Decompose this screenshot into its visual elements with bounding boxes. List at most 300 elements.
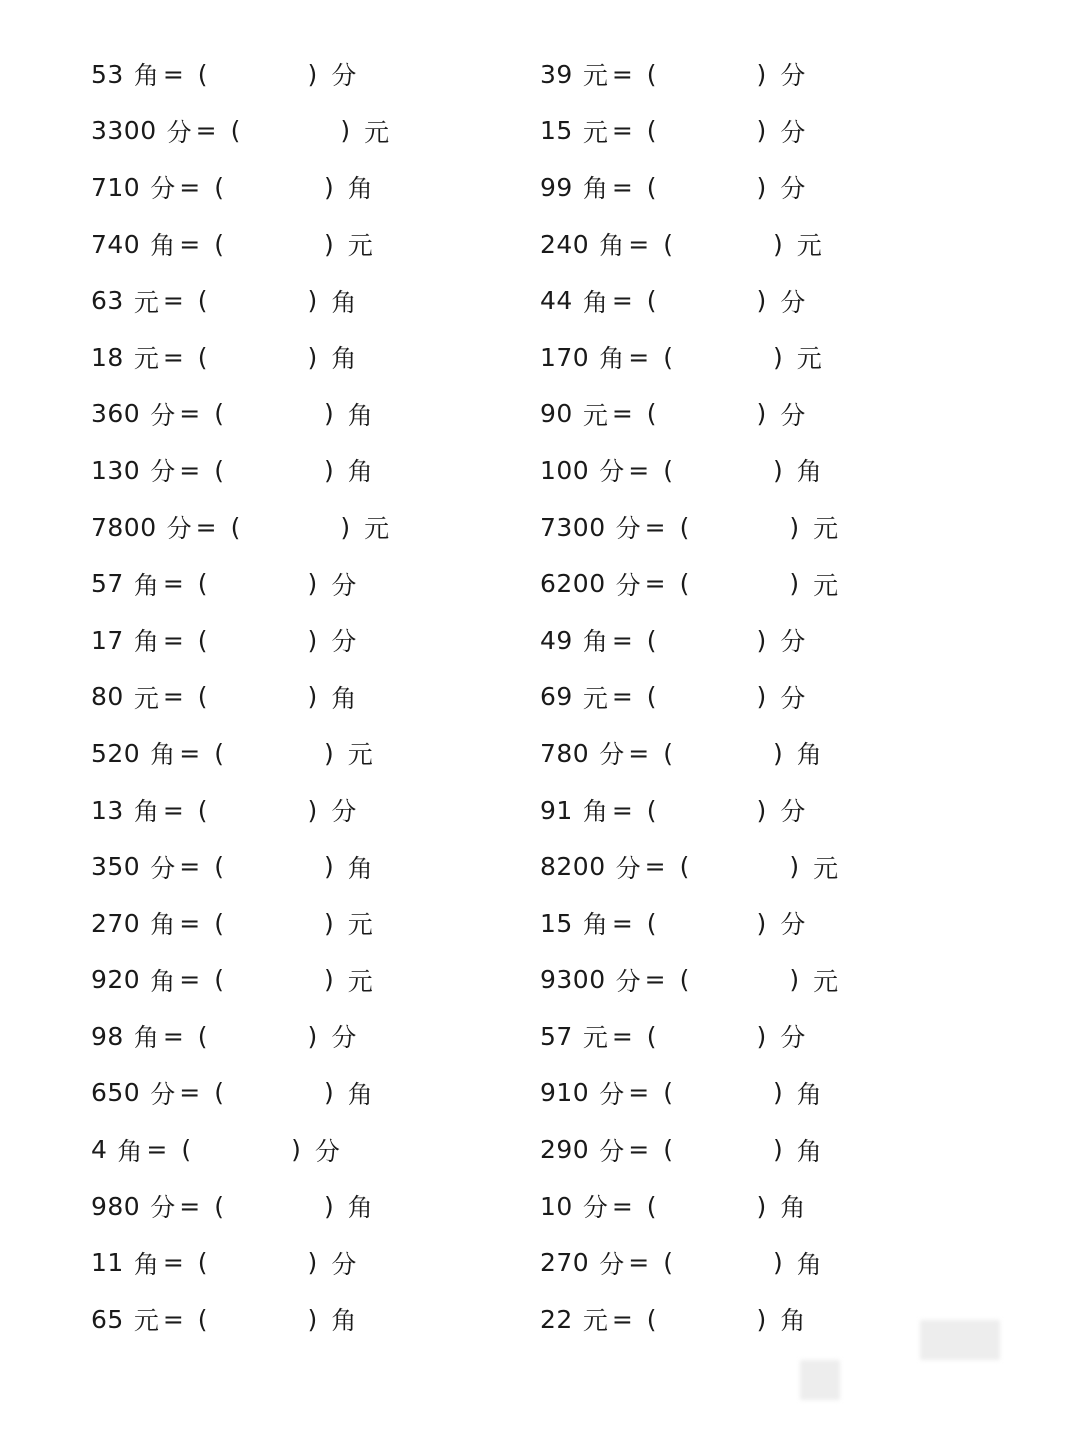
equals-sign: = xyxy=(611,59,633,89)
to-unit: 角 xyxy=(796,740,822,770)
from-unit: 角 xyxy=(117,1136,143,1166)
close-paren: ) xyxy=(772,342,783,372)
conversion-problem xyxy=(540,499,838,556)
conversion-problem xyxy=(540,669,838,726)
to-unit: 分 xyxy=(780,61,806,91)
conversion-problem xyxy=(91,46,389,103)
open-paren: ( xyxy=(197,1304,208,1334)
close-paren: ) xyxy=(772,738,783,768)
equals-sign: = xyxy=(628,1135,650,1165)
from-unit: 分 xyxy=(166,514,192,544)
open-paren: ( xyxy=(663,455,673,485)
close-paren: ) xyxy=(756,682,767,712)
to-unit: 元 xyxy=(796,344,822,374)
equals-sign: = xyxy=(179,1191,201,1221)
close-paren: ) xyxy=(772,1135,783,1165)
from-unit: 角 xyxy=(582,287,608,317)
problem-number: 920 xyxy=(91,965,141,995)
equals-sign: = xyxy=(162,682,184,712)
close-paren: ) xyxy=(323,229,334,259)
equals-sign: = xyxy=(611,1021,633,1051)
from-unit: 角 xyxy=(150,966,176,996)
problem-number: 270 xyxy=(91,908,141,938)
conversion-problem xyxy=(540,1121,838,1178)
problem-number: 130 xyxy=(91,455,141,485)
from-unit: 角 xyxy=(133,627,159,657)
close-paren: ) xyxy=(323,172,334,202)
conversion-problem xyxy=(540,612,838,669)
equals-sign: = xyxy=(179,908,201,938)
close-paren: ) xyxy=(307,625,318,655)
conversion-problem xyxy=(540,386,838,443)
to-unit: 角 xyxy=(796,457,822,487)
from-unit: 元 xyxy=(582,1023,608,1053)
to-unit: 元 xyxy=(347,231,373,261)
close-paren: ) xyxy=(756,1191,767,1221)
from-unit: 元 xyxy=(582,683,608,713)
conversion-problem xyxy=(91,1008,389,1065)
open-paren: ( xyxy=(197,682,208,712)
problem-number: 39 xyxy=(540,59,573,89)
to-unit: 元 xyxy=(813,966,839,996)
from-unit: 分 xyxy=(615,966,641,996)
from-unit: 分 xyxy=(150,1079,176,1109)
smudge-mark xyxy=(920,1320,1000,1360)
open-paren: ( xyxy=(214,229,224,259)
from-unit: 角 xyxy=(133,570,159,600)
conversion-problem xyxy=(540,1065,838,1122)
from-unit: 角 xyxy=(582,174,608,204)
to-unit: 分 xyxy=(780,683,806,713)
problem-number: 290 xyxy=(540,1135,590,1165)
problem-number: 17 xyxy=(91,625,124,655)
to-unit: 分 xyxy=(780,174,806,204)
equals-sign: = xyxy=(628,229,650,259)
to-unit: 分 xyxy=(780,627,806,657)
conversion-problem xyxy=(91,386,389,443)
conversion-problem xyxy=(540,216,838,273)
equals-sign: = xyxy=(162,342,184,372)
conversion-problem xyxy=(91,725,389,782)
conversion-problem xyxy=(91,329,389,386)
to-unit: 分 xyxy=(314,1136,340,1166)
close-paren: ) xyxy=(291,1135,301,1165)
equals-sign: = xyxy=(644,852,666,882)
open-paren: ( xyxy=(646,1304,657,1334)
close-paren: ) xyxy=(340,512,351,542)
open-paren: ( xyxy=(679,512,690,542)
equals-sign: = xyxy=(611,1191,633,1221)
conversion-problem xyxy=(91,838,389,895)
equals-sign: = xyxy=(628,455,650,485)
conversion-problem xyxy=(540,103,838,160)
equals-sign: = xyxy=(179,738,201,768)
close-paren: ) xyxy=(756,795,767,825)
right-column xyxy=(540,46,838,1348)
open-paren: ( xyxy=(214,908,224,938)
equals-sign: = xyxy=(179,229,201,259)
problem-number: 100 xyxy=(540,455,590,485)
problem-number: 15 xyxy=(540,116,573,146)
open-paren: ( xyxy=(646,1191,657,1221)
equals-sign: = xyxy=(611,908,633,938)
conversion-problem xyxy=(540,442,838,499)
equals-sign: = xyxy=(611,399,633,429)
from-unit: 分 xyxy=(615,853,641,883)
equals-sign: = xyxy=(179,965,201,995)
conversion-problem xyxy=(540,555,838,612)
from-unit: 分 xyxy=(599,1249,625,1279)
problem-number: 90 xyxy=(540,399,573,429)
equals-sign: = xyxy=(611,286,633,316)
conversion-problem xyxy=(540,782,838,839)
conversion-problem xyxy=(91,159,389,216)
problem-number: 63 xyxy=(91,286,124,316)
equals-sign: = xyxy=(644,512,666,542)
problem-number: 91 xyxy=(540,795,573,825)
to-unit: 角 xyxy=(780,1193,806,1223)
open-paren: ( xyxy=(663,1078,673,1108)
problem-number: 44 xyxy=(540,286,573,316)
conversion-problem xyxy=(540,1178,838,1235)
conversion-problem xyxy=(91,782,389,839)
problem-number: 49 xyxy=(540,625,573,655)
problem-number: 360 xyxy=(91,399,141,429)
close-paren: ) xyxy=(772,455,783,485)
open-paren: ( xyxy=(197,795,208,825)
close-paren: ) xyxy=(307,682,318,712)
close-paren: ) xyxy=(756,399,767,429)
problem-number: 8200 xyxy=(540,852,606,882)
from-unit: 分 xyxy=(150,457,176,487)
conversion-problem xyxy=(540,838,838,895)
open-paren: ( xyxy=(646,625,657,655)
conversion-problem xyxy=(91,442,389,499)
equals-sign: = xyxy=(162,1304,184,1334)
close-paren: ) xyxy=(756,625,767,655)
equals-sign: = xyxy=(162,795,184,825)
from-unit: 元 xyxy=(133,287,159,317)
open-paren: ( xyxy=(663,229,673,259)
from-unit: 角 xyxy=(599,231,625,261)
open-paren: ( xyxy=(646,59,657,89)
problem-number: 11 xyxy=(91,1248,124,1278)
from-unit: 分 xyxy=(150,400,176,430)
problem-number: 18 xyxy=(91,342,124,372)
problem-number: 57 xyxy=(540,1021,573,1051)
equals-sign: = xyxy=(628,1078,650,1108)
open-paren: ( xyxy=(197,59,208,89)
from-unit: 分 xyxy=(599,1136,625,1166)
close-paren: ) xyxy=(772,1078,783,1108)
conversion-problem xyxy=(91,1178,389,1235)
close-paren: ) xyxy=(323,455,334,485)
from-unit: 角 xyxy=(150,231,176,261)
equals-sign: = xyxy=(611,1304,633,1334)
open-paren: ( xyxy=(679,965,690,995)
open-paren: ( xyxy=(197,342,208,372)
conversion-problem xyxy=(91,555,389,612)
problem-number: 9300 xyxy=(540,965,606,995)
close-paren: ) xyxy=(323,908,334,938)
open-paren: ( xyxy=(646,908,657,938)
open-paren: ( xyxy=(214,1191,224,1221)
from-unit: 元 xyxy=(582,117,608,147)
close-paren: ) xyxy=(307,1304,318,1334)
close-paren: ) xyxy=(323,965,334,995)
close-paren: ) xyxy=(307,795,318,825)
to-unit: 分 xyxy=(331,797,357,827)
equals-sign: = xyxy=(611,172,633,202)
close-paren: ) xyxy=(756,116,767,146)
to-unit: 角 xyxy=(796,1136,822,1166)
conversion-problem xyxy=(540,895,838,952)
problem-number: 910 xyxy=(540,1078,590,1108)
to-unit: 角 xyxy=(331,1306,357,1336)
open-paren: ( xyxy=(214,1078,224,1108)
conversion-problem xyxy=(91,1291,389,1348)
to-unit: 角 xyxy=(347,400,373,430)
from-unit: 角 xyxy=(133,1249,159,1279)
equals-sign: = xyxy=(644,965,666,995)
close-paren: ) xyxy=(323,399,334,429)
close-paren: ) xyxy=(789,569,800,599)
open-paren: ( xyxy=(181,1135,192,1165)
to-unit: 角 xyxy=(347,457,373,487)
to-unit: 分 xyxy=(780,400,806,430)
from-unit: 分 xyxy=(166,117,192,147)
equals-sign: = xyxy=(195,116,217,146)
open-paren: ( xyxy=(230,116,241,146)
equals-sign: = xyxy=(162,1021,184,1051)
problem-number: 57 xyxy=(91,569,124,599)
open-paren: ( xyxy=(197,1021,208,1051)
open-paren: ( xyxy=(663,1248,673,1278)
equals-sign: = xyxy=(162,59,184,89)
from-unit: 分 xyxy=(599,740,625,770)
conversion-problem xyxy=(91,669,389,726)
open-paren: ( xyxy=(214,399,224,429)
to-unit: 元 xyxy=(347,966,373,996)
to-unit: 分 xyxy=(331,1023,357,1053)
conversion-problem xyxy=(91,272,389,329)
problem-number: 650 xyxy=(91,1078,141,1108)
open-paren: ( xyxy=(646,399,657,429)
open-paren: ( xyxy=(230,512,241,542)
close-paren: ) xyxy=(756,1021,767,1051)
problem-number: 98 xyxy=(91,1021,124,1051)
conversion-problem xyxy=(540,1291,838,1348)
from-unit: 元 xyxy=(133,683,159,713)
open-paren: ( xyxy=(679,569,690,599)
open-paren: ( xyxy=(646,682,657,712)
problem-number: 7800 xyxy=(91,512,157,542)
close-paren: ) xyxy=(307,1248,318,1278)
from-unit: 分 xyxy=(150,853,176,883)
equals-sign: = xyxy=(644,569,666,599)
to-unit: 角 xyxy=(347,1193,373,1223)
conversion-problem xyxy=(91,952,389,1009)
close-paren: ) xyxy=(307,569,318,599)
close-paren: ) xyxy=(307,59,318,89)
conversion-problem xyxy=(91,103,389,160)
problem-number: 7300 xyxy=(540,512,606,542)
to-unit: 角 xyxy=(796,1249,822,1279)
to-unit: 角 xyxy=(331,344,357,374)
close-paren: ) xyxy=(756,59,767,89)
equals-sign: = xyxy=(611,625,633,655)
equals-sign: = xyxy=(195,512,217,542)
conversion-problem xyxy=(91,612,389,669)
equals-sign: = xyxy=(162,569,184,599)
to-unit: 元 xyxy=(813,514,839,544)
problem-number: 240 xyxy=(540,229,590,259)
equals-sign: = xyxy=(179,399,201,429)
close-paren: ) xyxy=(307,1021,318,1051)
open-paren: ( xyxy=(197,286,208,316)
to-unit: 角 xyxy=(347,174,373,204)
equals-sign: = xyxy=(611,116,633,146)
from-unit: 分 xyxy=(615,514,641,544)
from-unit: 角 xyxy=(133,61,159,91)
problem-number: 170 xyxy=(540,342,590,372)
from-unit: 角 xyxy=(150,910,176,940)
to-unit: 元 xyxy=(364,514,390,544)
to-unit: 分 xyxy=(780,910,806,940)
close-paren: ) xyxy=(323,1191,334,1221)
to-unit: 分 xyxy=(331,1249,357,1279)
to-unit: 分 xyxy=(780,797,806,827)
equals-sign: = xyxy=(628,342,650,372)
to-unit: 分 xyxy=(331,570,357,600)
to-unit: 元 xyxy=(364,117,390,147)
close-paren: ) xyxy=(789,852,800,882)
to-unit: 角 xyxy=(347,1079,373,1109)
conversion-problem xyxy=(91,499,389,556)
close-paren: ) xyxy=(323,1078,334,1108)
open-paren: ( xyxy=(646,1021,657,1051)
open-paren: ( xyxy=(679,852,690,882)
close-paren: ) xyxy=(756,1304,767,1334)
to-unit: 角 xyxy=(331,287,357,317)
open-paren: ( xyxy=(214,738,224,768)
open-paren: ( xyxy=(214,455,224,485)
to-unit: 分 xyxy=(780,287,806,317)
problem-number: 13 xyxy=(91,795,124,825)
from-unit: 元 xyxy=(133,1306,159,1336)
problem-number: 740 xyxy=(91,229,141,259)
open-paren: ( xyxy=(197,625,208,655)
from-unit: 分 xyxy=(150,174,176,204)
left-column xyxy=(91,46,389,1348)
conversion-problem xyxy=(91,1234,389,1291)
from-unit: 元 xyxy=(582,61,608,91)
conversion-problem xyxy=(91,895,389,952)
to-unit: 元 xyxy=(813,853,839,883)
from-unit: 角 xyxy=(582,910,608,940)
smudge-mark xyxy=(800,1360,840,1400)
problem-number: 22 xyxy=(540,1304,573,1334)
close-paren: ) xyxy=(772,1248,783,1278)
problem-number: 99 xyxy=(540,172,573,202)
close-paren: ) xyxy=(323,738,334,768)
close-paren: ) xyxy=(323,852,334,882)
problem-number: 80 xyxy=(91,682,124,712)
conversion-problem xyxy=(540,46,838,103)
to-unit: 分 xyxy=(331,627,357,657)
close-paren: ) xyxy=(340,116,351,146)
problem-number: 65 xyxy=(91,1304,124,1334)
open-paren: ( xyxy=(214,965,224,995)
close-paren: ) xyxy=(307,342,318,372)
from-unit: 元 xyxy=(582,1306,608,1336)
to-unit: 元 xyxy=(813,570,839,600)
problem-number: 780 xyxy=(540,738,590,768)
conversion-problem xyxy=(540,1234,838,1291)
problem-number: 53 xyxy=(91,59,124,89)
problem-number: 980 xyxy=(91,1191,141,1221)
conversion-problem xyxy=(540,1008,838,1065)
from-unit: 分 xyxy=(599,1079,625,1109)
equals-sign: = xyxy=(162,286,184,316)
close-paren: ) xyxy=(756,172,767,202)
problem-number: 520 xyxy=(91,738,141,768)
open-paren: ( xyxy=(214,852,224,882)
from-unit: 分 xyxy=(599,457,625,487)
problem-number: 710 xyxy=(91,172,141,202)
open-paren: ( xyxy=(214,172,224,202)
equals-sign: = xyxy=(162,1248,184,1278)
conversion-problem xyxy=(540,725,838,782)
problem-number: 3300 xyxy=(91,116,157,146)
open-paren: ( xyxy=(646,172,657,202)
problem-number: 350 xyxy=(91,852,141,882)
conversion-problem xyxy=(91,1065,389,1122)
close-paren: ) xyxy=(307,286,318,316)
equals-sign: = xyxy=(179,1078,201,1108)
problem-number: 15 xyxy=(540,908,573,938)
from-unit: 元 xyxy=(133,344,159,374)
close-paren: ) xyxy=(789,965,800,995)
close-paren: ) xyxy=(789,512,800,542)
open-paren: ( xyxy=(663,342,673,372)
from-unit: 元 xyxy=(582,400,608,430)
conversion-problem xyxy=(91,216,389,273)
open-paren: ( xyxy=(663,738,673,768)
open-paren: ( xyxy=(646,795,657,825)
from-unit: 角 xyxy=(133,1023,159,1053)
equals-sign: = xyxy=(628,1248,650,1278)
problem-number: 69 xyxy=(540,682,573,712)
from-unit: 角 xyxy=(582,627,608,657)
close-paren: ) xyxy=(772,229,783,259)
from-unit: 分 xyxy=(615,570,641,600)
equals-sign: = xyxy=(611,682,633,712)
equals-sign: = xyxy=(146,1135,168,1165)
to-unit: 分 xyxy=(780,117,806,147)
close-paren: ) xyxy=(756,908,767,938)
open-paren: ( xyxy=(646,286,657,316)
equals-sign: = xyxy=(179,852,201,882)
to-unit: 角 xyxy=(331,683,357,713)
conversion-problem xyxy=(540,272,838,329)
conversion-problem xyxy=(540,329,838,386)
from-unit: 分 xyxy=(582,1193,608,1223)
to-unit: 元 xyxy=(796,231,822,261)
close-paren: ) xyxy=(756,286,767,316)
equals-sign: = xyxy=(611,795,633,825)
equals-sign: = xyxy=(162,625,184,655)
